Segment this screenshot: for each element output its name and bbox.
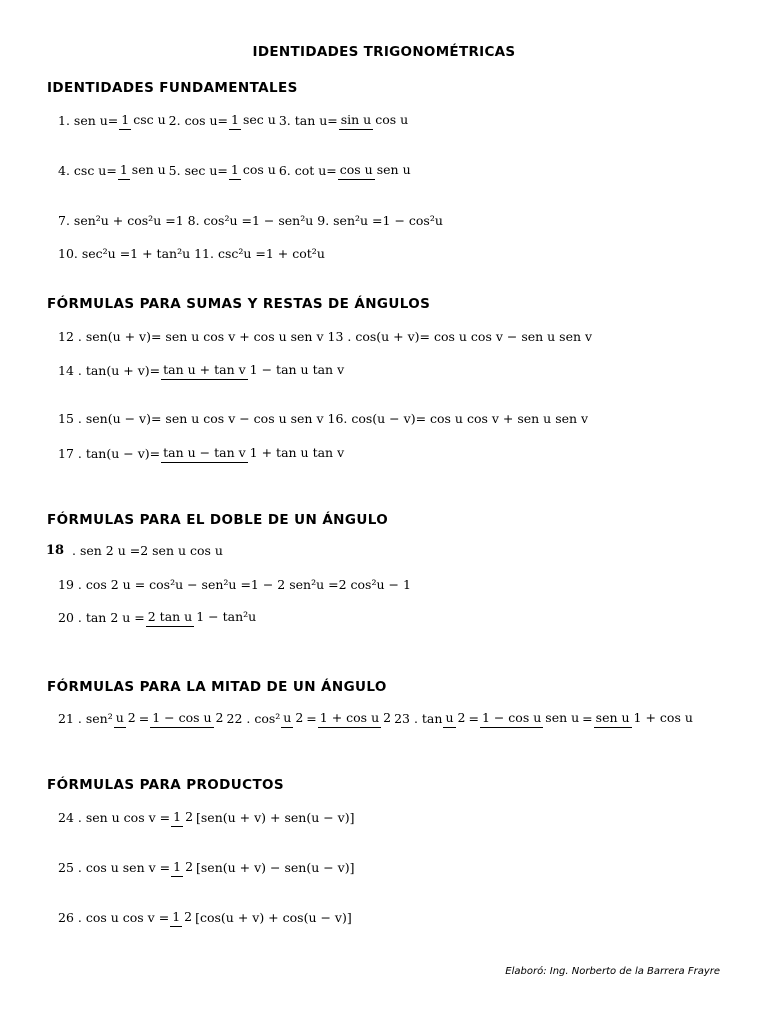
numerator: 1 (118, 162, 130, 180)
numerator: 1 (171, 859, 183, 877)
page-title: IDENTIDADES TRIGONOMÉTRICAS (252, 44, 516, 60)
numerator: 1 − cos u (150, 710, 213, 728)
fraction (146, 608, 258, 627)
numerator: u (114, 710, 126, 728)
denominator: 1 + cos u (633, 710, 693, 725)
formula-5-text: 5. sec u= (168, 163, 228, 178)
formula-17 (58, 444, 347, 463)
fraction (118, 161, 168, 180)
denominator: cos u (242, 162, 276, 177)
formula-18: . sen 2 u =2 sen u cos u (72, 543, 223, 558)
formula-23-text: 23 . tan (394, 711, 443, 726)
equals: = (306, 711, 317, 726)
formula-4-text: 4. csc u= (58, 163, 117, 178)
equals: = (138, 711, 150, 726)
formula-18-number: 18 (46, 543, 65, 558)
formula-17-text: 17 . tan(u − v)= (58, 446, 161, 461)
heading-fundamentales: IDENTIDADES FUNDAMENTALES (47, 80, 298, 96)
fraction (171, 858, 195, 877)
numerator: 1 − cos u (480, 710, 543, 728)
denominator: 1 − tan²u (196, 609, 257, 624)
formula-14 (58, 361, 347, 380)
fraction (338, 161, 413, 180)
denominator: sec u (242, 112, 276, 127)
fraction (161, 444, 346, 463)
fraction (114, 709, 138, 728)
numerator: 1 (170, 909, 182, 927)
fraction (161, 361, 346, 380)
formula-25-bracket: [sen(u + v) − sen(u − v)] (196, 860, 355, 875)
denominator: sen u (131, 162, 166, 177)
denominator: 2 (184, 909, 193, 924)
fraction (170, 908, 194, 927)
numerator: 1 (229, 112, 241, 130)
formula-1-text: 1. sen u= (58, 113, 119, 128)
denominator: 2 (457, 710, 466, 725)
numerator: 1 + cos u (318, 710, 381, 728)
formula-7-9: 7. sen²u + cos²u =1 8. cos²u =1 − sen²u 9. sen²u =1 − cos²u (58, 213, 443, 228)
numerator: sin u (339, 112, 374, 130)
denominator: sen u (376, 162, 411, 177)
formula-3-text: 3. tan u= (278, 113, 338, 128)
denominator: csc u (133, 112, 166, 127)
formula-6-text: 6. cot u= (278, 163, 337, 178)
numerator: 1 (119, 112, 131, 130)
fraction (594, 709, 695, 728)
formula-21-23 (58, 709, 696, 728)
fraction (150, 709, 225, 728)
formula-10-11: 10. sec²u =1 + tan²u 11. csc²u =1 + cot²u (58, 246, 325, 261)
formula-15-16: 15 . sen(u − v)= sen u cos v − cos u sen v 16. cos(u − v)= cos u cos v + sen u sen v (58, 411, 589, 426)
numerator: sen u (594, 710, 632, 728)
fraction (171, 808, 195, 827)
formula-26 (58, 908, 352, 927)
numerator: cos u (338, 162, 375, 180)
formula-14-text: 14 . tan(u + v)= (58, 363, 161, 378)
denominator: sen u (545, 710, 580, 725)
formula-24-text: 24 . sen u cos v = (58, 810, 171, 825)
formula-19: 19 . cos 2 u = cos²u − sen²u =1 − 2 sen²u =2 cos²u − 1 (58, 577, 411, 592)
footer-credit: Elaboró: Ing. Norberto de la Barrera Frayre (505, 966, 720, 977)
fraction (281, 709, 305, 728)
fraction (229, 111, 278, 130)
formula-25 (58, 858, 355, 877)
heading-sumas: FÓRMULAS PARA SUMAS Y RESTAS DE ÁNGULOS (47, 296, 431, 312)
fraction (119, 111, 167, 130)
formula-20 (58, 608, 259, 627)
denominator: 1 − tan u tan v (249, 362, 345, 377)
numerator: 2 tan u (146, 609, 194, 627)
equals: = (468, 711, 479, 726)
formula-25-text: 25 . cos u sen v = (58, 860, 171, 875)
formula-24 (58, 808, 355, 827)
numerator: u (443, 710, 455, 728)
fraction (339, 111, 410, 130)
denominator: cos u (375, 112, 409, 127)
denominator: 1 + tan u tan v (249, 445, 345, 460)
fraction (318, 709, 393, 728)
heading-doble: FÓRMULAS PARA EL DOBLE DE UN ÁNGULO (47, 512, 389, 528)
formula-26-bracket: [cos(u + v) + cos(u − v)] (195, 910, 352, 925)
formula-1-3 (58, 111, 411, 130)
numerator: 1 (229, 162, 241, 180)
fraction (443, 709, 467, 728)
denominator: 2 (383, 710, 392, 725)
denominator: 2 (127, 710, 136, 725)
formula-2-text: 2. cos u= (168, 113, 229, 128)
formula-24-bracket: [sen(u + v) + sen(u − v)] (196, 810, 355, 825)
numerator: u (281, 710, 293, 728)
fraction (480, 709, 581, 728)
numerator: tan u − tan v (161, 445, 248, 463)
formula-22-text: 22 . cos² (226, 711, 281, 726)
formula-12-13: 12 . sen(u + v)= sen u cos v + cos u sen v 13 . cos(u + v)= cos u cos v − sen u sen v (58, 329, 593, 344)
numerator: tan u + tan v (161, 362, 248, 380)
heading-productos: FÓRMULAS PARA PRODUCTOS (47, 777, 285, 793)
denominator: 2 (185, 859, 194, 874)
formula-21-text: 21 . sen² (58, 711, 113, 726)
denominator: 2 (295, 710, 304, 725)
denominator: 2 (185, 809, 194, 824)
denominator: 2 (215, 710, 224, 725)
formula-20-text: 20 . tan 2 u = (58, 610, 145, 625)
numerator: 1 (171, 809, 183, 827)
equals: = (582, 711, 593, 726)
heading-mitad: FÓRMULAS PARA LA MITAD DE UN ÁNGULO (47, 679, 387, 695)
fraction (229, 161, 278, 180)
formula-4-6 (58, 161, 414, 180)
formula-26-text: 26 . cos u cos v = (58, 910, 170, 925)
